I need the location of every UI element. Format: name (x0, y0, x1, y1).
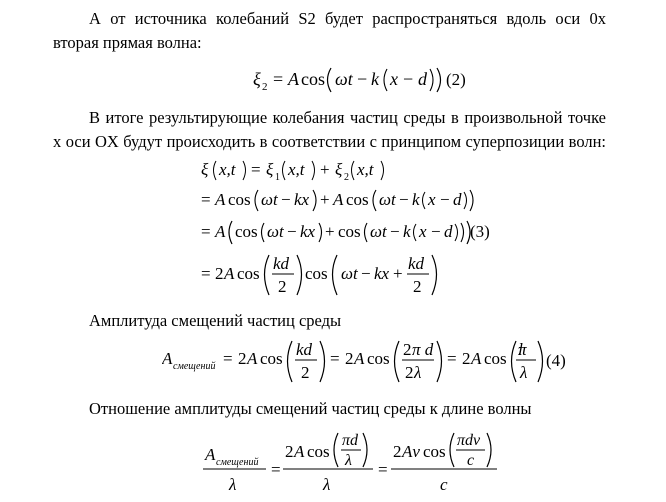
svg-text:k: k (412, 190, 420, 209)
svg-text:λ: λ (323, 475, 331, 494)
svg-text:2: 2 (393, 442, 402, 461)
svg-text:=: = (447, 349, 457, 368)
svg-text:λ: λ (229, 475, 237, 494)
svg-text:−: − (281, 190, 291, 209)
svg-text:kx: kx (294, 190, 310, 209)
svg-text:2: 2 (345, 349, 354, 368)
svg-text:πd: πd (342, 432, 359, 449)
svg-text:cos: cos (260, 349, 283, 368)
equation-5 (203, 423, 503, 502)
svg-text:A: A (162, 349, 173, 368)
equation-3-row-2 (201, 190, 473, 211)
svg-text:kx: kx (374, 264, 390, 283)
svg-text:cos: cos (484, 349, 507, 368)
paragraph-2-line-2: x оси OX будут происходить в соответствии с принципом суперпозиции волн: (53, 132, 606, 151)
svg-text:kd: kd (273, 254, 290, 273)
svg-text:A: A (224, 264, 235, 283)
paragraph-3: Амплитуда смещений частиц среды (89, 311, 342, 330)
svg-text:x,t: x,t (357, 160, 374, 179)
svg-text:λ: λ (414, 363, 422, 382)
svg-text:−: − (403, 69, 414, 89)
svg-text:x: x (428, 190, 436, 209)
svg-text:k: k (403, 222, 411, 241)
svg-text:ωt: ωt (335, 69, 353, 89)
svg-text:+: + (320, 160, 330, 179)
svg-text:A: A (215, 190, 226, 209)
paragraph-2-line-1: В итоге результирующие колебания частиц среды в произвольной точке (89, 108, 606, 127)
svg-text:x,t: x,t (219, 160, 236, 179)
svg-text:2: 2 (262, 81, 268, 93)
equation-4 (162, 337, 532, 392)
svg-text:cos: cos (338, 222, 361, 241)
svg-text:+: + (320, 190, 330, 209)
svg-text:d: d (418, 69, 427, 89)
svg-text:x: x (419, 222, 427, 241)
svg-text:−: − (431, 222, 441, 241)
svg-text:λ: λ (520, 363, 528, 382)
svg-text:A: A (354, 349, 365, 368)
svg-text:ωt: ωt (341, 264, 358, 283)
equation-4-formula (162, 337, 532, 387)
svg-text:λ: λ (345, 452, 352, 469)
svg-text:ωt: ωt (379, 190, 396, 209)
svg-text:A: A (215, 222, 226, 241)
svg-text:A: A (333, 190, 344, 209)
svg-text:−: − (390, 222, 400, 241)
svg-text:ωt: ωt (370, 222, 387, 241)
equation-4-fraction-line (490, 337, 540, 387)
equation-5-formula (203, 423, 503, 497)
svg-text:ωt: ωt (267, 222, 284, 241)
svg-text:ξ: ξ (201, 160, 209, 179)
svg-text:c: c (440, 475, 448, 494)
paragraph-1-line-2: вторая прямая волна: (53, 33, 202, 52)
svg-text:−: − (361, 264, 371, 283)
svg-text:cos: cos (228, 190, 251, 209)
svg-text:ωt: ωt (261, 190, 278, 209)
svg-text:2: 2 (344, 172, 349, 183)
svg-text:A: A (471, 349, 482, 368)
svg-text:ξ: ξ (253, 69, 261, 89)
svg-text:cos: cos (305, 264, 328, 283)
equation-4-subscript: смещений (173, 361, 216, 372)
svg-text:−: − (399, 190, 409, 209)
svg-text:1: 1 (275, 172, 280, 183)
svg-text:2: 2 (278, 277, 287, 296)
svg-text:=: = (378, 460, 388, 479)
svg-text:x: x (390, 69, 398, 89)
svg-text:A: A (247, 349, 258, 368)
svg-text:2: 2 (405, 363, 414, 382)
svg-text:d: d (444, 222, 453, 241)
svg-text:x,t: x,t (288, 160, 305, 179)
equation-4-number: (4) (546, 351, 566, 370)
svg-text:A: A (205, 445, 216, 464)
svg-text:2: 2 (413, 277, 422, 296)
svg-text:πdν: πdν (457, 432, 481, 449)
svg-text:kd: kd (296, 340, 313, 359)
svg-text:d: d (453, 190, 462, 209)
svg-text:=: = (251, 160, 261, 179)
svg-text:2: 2 (238, 349, 247, 368)
svg-text:cos: cos (307, 442, 330, 461)
svg-text:kd: kd (408, 254, 425, 273)
svg-text:−: − (357, 69, 368, 89)
svg-text:ξ: ξ (266, 160, 274, 179)
svg-text:2: 2 (301, 363, 310, 382)
svg-text:A: A (294, 442, 305, 461)
svg-text:cos: cos (367, 349, 390, 368)
svg-text:π: π (518, 340, 527, 359)
svg-text:=: = (201, 264, 211, 283)
svg-text:=: = (223, 349, 233, 368)
equation-3-row-4 (201, 254, 437, 296)
svg-text:cos: cos (346, 190, 369, 209)
svg-text:k: k (371, 69, 379, 89)
svg-text:=: = (273, 69, 284, 89)
paragraph-4: Отношение амплитуды смещений частиц среды к длине волны (89, 399, 532, 418)
paragraph-1-line-1: А от источника колебаний S2 будет распространяться вдоль оси 0x (89, 9, 606, 28)
equation-5-subscript: смещений (216, 457, 259, 468)
svg-text:c: c (467, 452, 475, 469)
svg-text:Aν: Aν (402, 442, 420, 461)
svg-text:=: = (201, 190, 211, 209)
svg-text:cos: cos (423, 442, 446, 461)
svg-text:=: = (330, 349, 340, 368)
svg-text:2: 2 (285, 442, 294, 461)
equation-3-row-1 (201, 160, 384, 183)
svg-text:+: + (393, 264, 403, 283)
svg-text:cos: cos (301, 69, 325, 89)
svg-text:=: = (271, 460, 281, 479)
svg-text:2: 2 (462, 349, 471, 368)
svg-text:kx: kx (300, 222, 316, 241)
svg-text:2: 2 (215, 264, 224, 283)
equation-3-row-3 (201, 221, 470, 244)
svg-text:cos: cos (237, 264, 260, 283)
svg-text:−: − (287, 222, 297, 241)
svg-text:=: = (201, 222, 211, 241)
equation-3-number: (3) (470, 222, 490, 241)
svg-text:A: A (288, 69, 299, 89)
equation-3 (201, 155, 501, 310)
equation-4-fraction-fix (490, 337, 540, 392)
svg-text:+: + (325, 222, 335, 241)
svg-text:π d: π d (412, 340, 434, 359)
equation-2-number: (2) (446, 70, 466, 89)
svg-text:2: 2 (403, 340, 412, 359)
svg-text:cos: cos (235, 222, 258, 241)
equation-3-formula (201, 155, 501, 305)
svg-text:−: − (440, 190, 450, 209)
svg-text:ξ: ξ (335, 160, 343, 179)
